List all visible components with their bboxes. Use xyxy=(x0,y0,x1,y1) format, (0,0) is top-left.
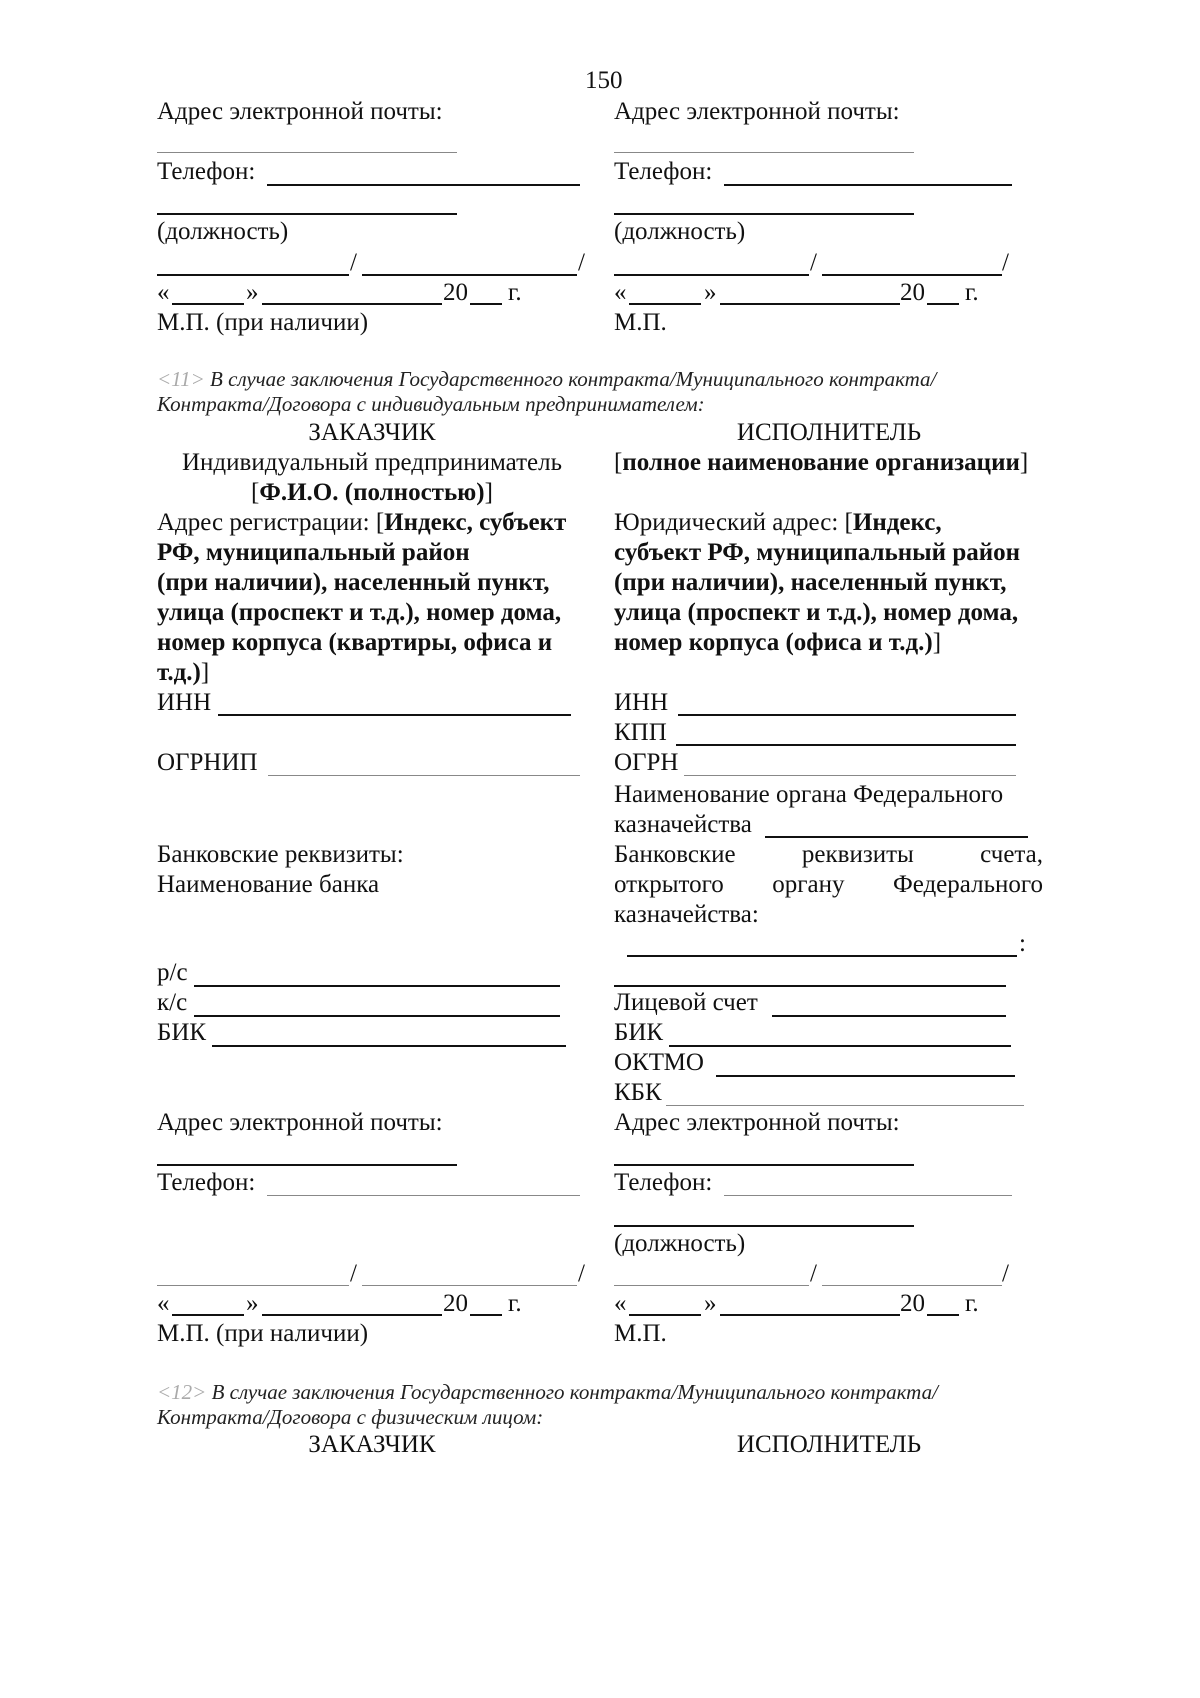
bank-account-line xyxy=(627,955,1017,957)
date-close: » xyxy=(704,279,717,306)
email-line xyxy=(157,1164,457,1166)
registration-address-line-1: Адрес регистрации: [Индекс, субъект xyxy=(157,509,567,536)
date-open: « xyxy=(157,279,170,306)
footnote-line-2: Контракта/Договора с физическим лицом: xyxy=(157,1405,544,1429)
bik-line xyxy=(212,1045,566,1047)
bik-line xyxy=(669,1045,1011,1047)
year-line xyxy=(470,303,502,305)
ogrnip-label: ОГРНИП xyxy=(157,749,258,776)
signature-line xyxy=(614,1285,809,1286)
day-line xyxy=(629,1314,701,1316)
month-line xyxy=(262,303,442,305)
year-line xyxy=(927,1314,959,1316)
bik-label: БИК xyxy=(614,1019,664,1046)
organization-name-field: [полное наименование организации] xyxy=(614,449,1029,476)
year-suffix: г. xyxy=(508,1290,522,1317)
date-close: » xyxy=(246,1290,259,1317)
year-prefix: 20 xyxy=(443,1290,468,1317)
treasury-name-line xyxy=(765,836,1028,838)
kbk-label: КБК xyxy=(614,1079,662,1106)
date-close: » xyxy=(704,1290,717,1317)
footnote-marker: <12> xyxy=(157,1380,207,1404)
contractor-heading: ИСПОЛНИТЕЛЬ xyxy=(736,419,922,446)
stamp-label: М.П. xyxy=(614,309,667,336)
year-suffix: г. xyxy=(508,279,522,306)
legal-address-line-5: номер корпуса (офиса и т.д.)] xyxy=(614,629,942,656)
signature-line xyxy=(614,274,809,276)
oktmo-line xyxy=(716,1075,1015,1077)
year-suffix: г. xyxy=(965,1290,979,1317)
inn-label: ИНН xyxy=(157,689,212,716)
slash-2: / xyxy=(578,249,585,276)
contractor-heading-12: ИСПОЛНИТЕЛЬ xyxy=(736,1431,922,1458)
day-line xyxy=(172,1314,244,1316)
treasury-name-line-2: казначейства xyxy=(614,811,752,838)
email-line xyxy=(614,152,914,153)
oktmo-label: ОКТМО xyxy=(614,1049,704,1076)
email-label: Адрес электронной почты: xyxy=(157,1109,443,1136)
bank-details-line-1: Банковские реквизиты счета, xyxy=(614,841,1043,868)
slash-2: / xyxy=(578,1260,585,1287)
customer-heading-12: ЗАКАЗЧИК xyxy=(308,1431,436,1458)
email-label: Адрес электронной почты: xyxy=(157,98,443,125)
email-label: Адрес электронной почты: xyxy=(614,98,900,125)
phone-label: Телефон: xyxy=(157,158,256,185)
phone-label: Телефон: xyxy=(614,1169,713,1196)
bank-account-colon: : xyxy=(1019,930,1026,957)
legal-address-line-3: (при наличии), населенный пункт, xyxy=(614,569,1007,596)
bank-details-line-3: казначейства: xyxy=(614,901,759,928)
signature-line xyxy=(157,274,349,276)
slash-1: / xyxy=(350,249,357,276)
fio-field: [Ф.И.О. (полностью)] xyxy=(251,479,493,506)
month-line xyxy=(720,303,900,305)
position-line xyxy=(157,213,457,215)
phone-line xyxy=(267,184,580,186)
corr-account-line xyxy=(194,1015,560,1017)
date-open: « xyxy=(614,279,627,306)
personal-account-label: Лицевой счет xyxy=(614,989,758,1016)
signature-line xyxy=(157,1285,349,1286)
slash-1: / xyxy=(350,1260,357,1287)
bank-name-line xyxy=(614,985,1006,987)
name-line xyxy=(822,274,1002,276)
year-prefix: 20 xyxy=(900,279,925,306)
registration-address-line-4: улица (проспект и т.д.), номер дома, xyxy=(157,599,562,626)
entity-type: Индивидуальный предприниматель xyxy=(182,449,562,476)
year-prefix: 20 xyxy=(443,279,468,306)
slash-2: / xyxy=(1002,1260,1009,1287)
footnote-line-1: В случае заключения Государственного контракта/Муниципального контракта/ xyxy=(211,1380,938,1404)
legal-address-line-4: улица (проспект и т.д.), номер дома, xyxy=(614,599,1019,626)
year-suffix: г. xyxy=(965,279,979,306)
kpp-label: КПП xyxy=(614,719,667,746)
date-open: « xyxy=(614,1290,627,1317)
day-line xyxy=(172,303,244,305)
footnote-line-2: Контракта/Договора с индивидуальным предпринимателем: xyxy=(157,392,705,416)
treasury-name-line-1: Наименование органа Федерального xyxy=(614,781,1004,808)
date-close: » xyxy=(246,279,259,306)
year-line xyxy=(927,303,959,305)
email-line xyxy=(614,1164,914,1166)
phone-line xyxy=(724,1195,1012,1196)
footnote-line-1: В случае заключения Государственного контракта/Муниципального контракта/ xyxy=(210,367,937,391)
bik-label: БИК xyxy=(157,1019,207,1046)
bank-name-label: Наименование банка xyxy=(157,871,380,898)
phone-label: Телефон: xyxy=(157,1169,256,1196)
position-label: (должность) xyxy=(157,218,289,245)
footnote-marker: <11> xyxy=(157,367,205,391)
month-line xyxy=(720,1314,900,1316)
legal-address-line-1: Юридический адрес: [Индекс, xyxy=(614,509,942,536)
kpp-line xyxy=(676,744,1016,746)
inn-label: ИНН xyxy=(614,689,669,716)
year-line xyxy=(470,1314,502,1316)
legal-address-line-2: субъект РФ, муниципальный район xyxy=(614,539,1021,566)
corr-account-label: к/с xyxy=(157,989,188,1016)
position-line xyxy=(614,1225,914,1227)
phone-line xyxy=(267,1195,580,1196)
ogrn-label: ОГРН xyxy=(614,749,679,776)
name-line xyxy=(362,274,577,276)
inn-line xyxy=(678,714,1016,716)
position-line xyxy=(614,213,914,215)
settlement-account-label: р/с xyxy=(157,959,188,986)
inn-line xyxy=(218,714,571,716)
ogrnip-line xyxy=(268,775,580,776)
phone-line xyxy=(724,184,1012,186)
bank-details-line-2: открытого органу Федерального xyxy=(614,871,1043,898)
name-line xyxy=(362,1285,577,1286)
ogrn-line xyxy=(684,775,1016,776)
stamp-label: М.П. (при наличии) xyxy=(157,1320,369,1347)
year-prefix: 20 xyxy=(900,1290,925,1317)
settlement-account-line xyxy=(194,985,560,987)
slash-1: / xyxy=(810,1260,817,1287)
registration-address-line-2: РФ, муниципальный район xyxy=(157,539,470,566)
customer-heading: ЗАКАЗЧИК xyxy=(308,419,436,446)
personal-account-line xyxy=(772,1015,1006,1017)
month-line xyxy=(262,1314,442,1316)
slash-1: / xyxy=(810,249,817,276)
position-label: (должность) xyxy=(614,218,746,245)
slash-2: / xyxy=(1002,249,1009,276)
registration-address-line-6: т.д.)] xyxy=(157,659,210,686)
position-label: (должность) xyxy=(614,1230,746,1257)
date-open: « xyxy=(157,1290,170,1317)
stamp-label: М.П. (при наличии) xyxy=(157,309,369,336)
page-number: 150 xyxy=(585,67,623,94)
email-line xyxy=(157,152,457,153)
registration-address-line-3: (при наличии), населенный пункт, xyxy=(157,569,550,596)
kbk-line xyxy=(666,1105,1024,1106)
email-label: Адрес электронной почты: xyxy=(614,1109,900,1136)
phone-label: Телефон: xyxy=(614,158,713,185)
stamp-label: М.П. xyxy=(614,1320,667,1347)
name-line xyxy=(822,1285,1002,1286)
registration-address-line-5: номер корпуса (квартиры, офиса и xyxy=(157,629,553,656)
bank-details-label: Банковские реквизиты: xyxy=(157,841,404,868)
day-line xyxy=(629,303,701,305)
